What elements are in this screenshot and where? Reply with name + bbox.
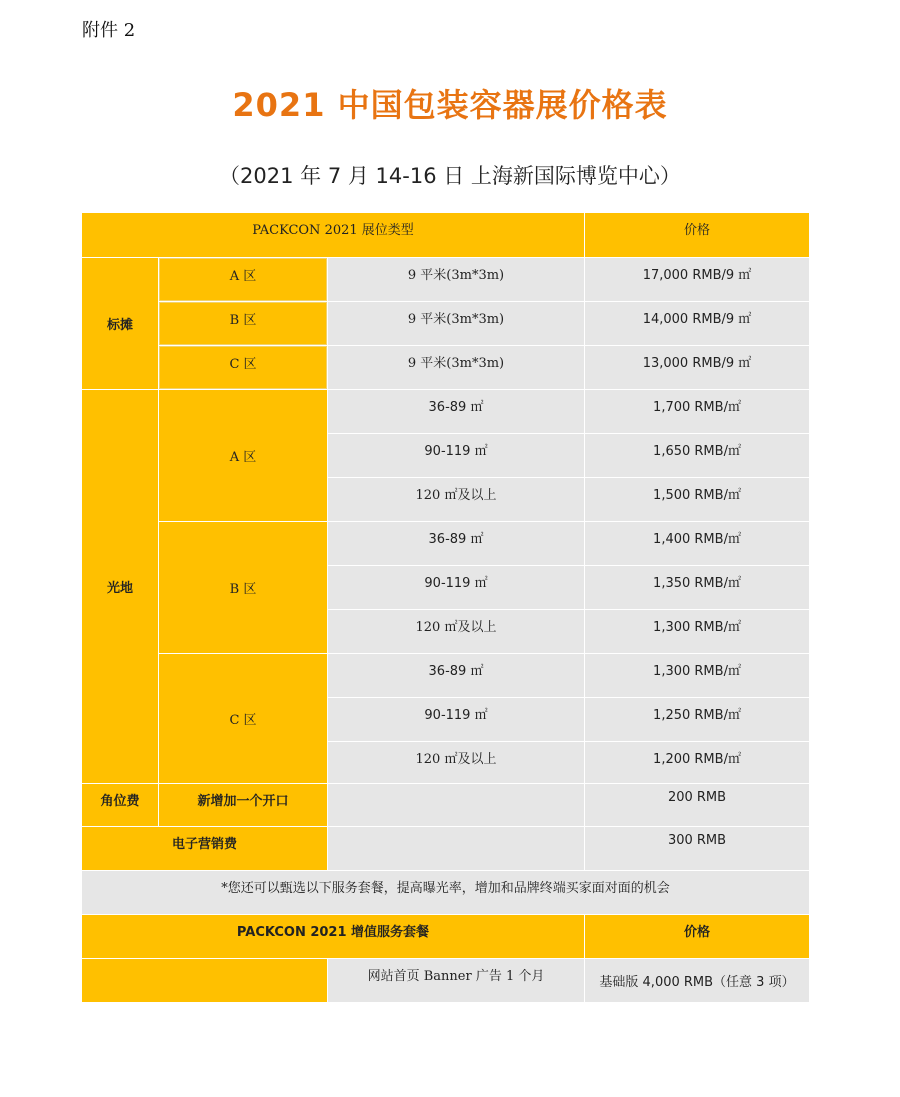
raw-price: 1,500 RMB/㎡ bbox=[585, 478, 809, 521]
raw-price: 1,300 RMB/㎡ bbox=[585, 610, 809, 653]
marketing-fee-label: 电子营销费 bbox=[82, 827, 327, 870]
standard-booth-label: 标摊 bbox=[82, 258, 158, 389]
standard-zone-a: A 区 bbox=[159, 258, 327, 301]
standard-size: 9 平米(3m*3m) bbox=[328, 346, 584, 389]
corner-fee-label: 角位费 bbox=[82, 784, 158, 826]
corner-fee-blank bbox=[328, 784, 584, 826]
raw-size: 120 ㎡及以上 bbox=[328, 610, 584, 653]
header-booth-type: PACKCON 2021 展位类型 bbox=[82, 213, 584, 257]
page-title: 2021 中国包装容器展价格表 bbox=[232, 86, 668, 124]
marketing-fee-blank bbox=[328, 827, 584, 870]
raw-price: 1,250 RMB/㎡ bbox=[585, 698, 809, 741]
service-price: 基础版 4,000 RMB（任意 3 项） bbox=[585, 959, 809, 1002]
raw-price: 1,400 RMB/㎡ bbox=[585, 522, 809, 565]
corner-fee-price: 200 RMB bbox=[585, 784, 809, 826]
raw-space-label: 光地 bbox=[82, 390, 158, 783]
raw-size: 36-89 ㎡ bbox=[328, 390, 584, 433]
header-price: 价格 bbox=[585, 213, 809, 257]
raw-zone-c: C 区 bbox=[159, 654, 327, 783]
attachment-label: 附件 2 bbox=[82, 20, 136, 41]
service-blank bbox=[82, 959, 327, 1002]
raw-zone-a: A 区 bbox=[159, 390, 327, 521]
corner-fee-desc: 新增加一个开口 bbox=[159, 784, 327, 826]
services-header-price: 价格 bbox=[585, 915, 809, 958]
raw-size: 120 ㎡及以上 bbox=[328, 478, 584, 521]
standard-zone-c: C 区 bbox=[159, 346, 327, 389]
marketing-fee-price: 300 RMB bbox=[585, 827, 809, 870]
standard-price: 14,000 RMB/9 ㎡ bbox=[585, 302, 809, 345]
standard-price: 17,000 RMB/9 ㎡ bbox=[585, 258, 809, 301]
raw-size: 36-89 ㎡ bbox=[328, 654, 584, 697]
raw-size: 90-119 ㎡ bbox=[328, 698, 584, 741]
standard-size: 9 平米(3m*3m) bbox=[328, 258, 584, 301]
services-header-type: PACKCON 2021 增值服务套餐 bbox=[82, 915, 584, 958]
raw-size: 90-119 ㎡ bbox=[328, 566, 584, 609]
raw-price: 1,700 RMB/㎡ bbox=[585, 390, 809, 433]
standard-zone-b: B 区 bbox=[159, 302, 327, 345]
standard-size: 9 平米(3m*3m) bbox=[328, 302, 584, 345]
raw-price: 1,350 RMB/㎡ bbox=[585, 566, 809, 609]
raw-size: 120 ㎡及以上 bbox=[328, 742, 584, 783]
raw-price: 1,200 RMB/㎡ bbox=[585, 742, 809, 783]
page-subtitle: （2021 年 7 月 14-16 日 上海新国际博览中心） bbox=[219, 164, 681, 188]
raw-zone-b: B 区 bbox=[159, 522, 327, 653]
raw-size: 90-119 ㎡ bbox=[328, 434, 584, 477]
raw-price: 1,300 RMB/㎡ bbox=[585, 654, 809, 697]
services-note: *您还可以甄选以下服务套餐，提高曝光率，增加和品牌终端买家面对面的机会 bbox=[82, 871, 809, 914]
raw-size: 36-89 ㎡ bbox=[328, 522, 584, 565]
raw-price: 1,650 RMB/㎡ bbox=[585, 434, 809, 477]
standard-price: 13,000 RMB/9 ㎡ bbox=[585, 346, 809, 389]
service-desc: 网站首页 Banner 广告 1 个月 bbox=[328, 959, 584, 1002]
